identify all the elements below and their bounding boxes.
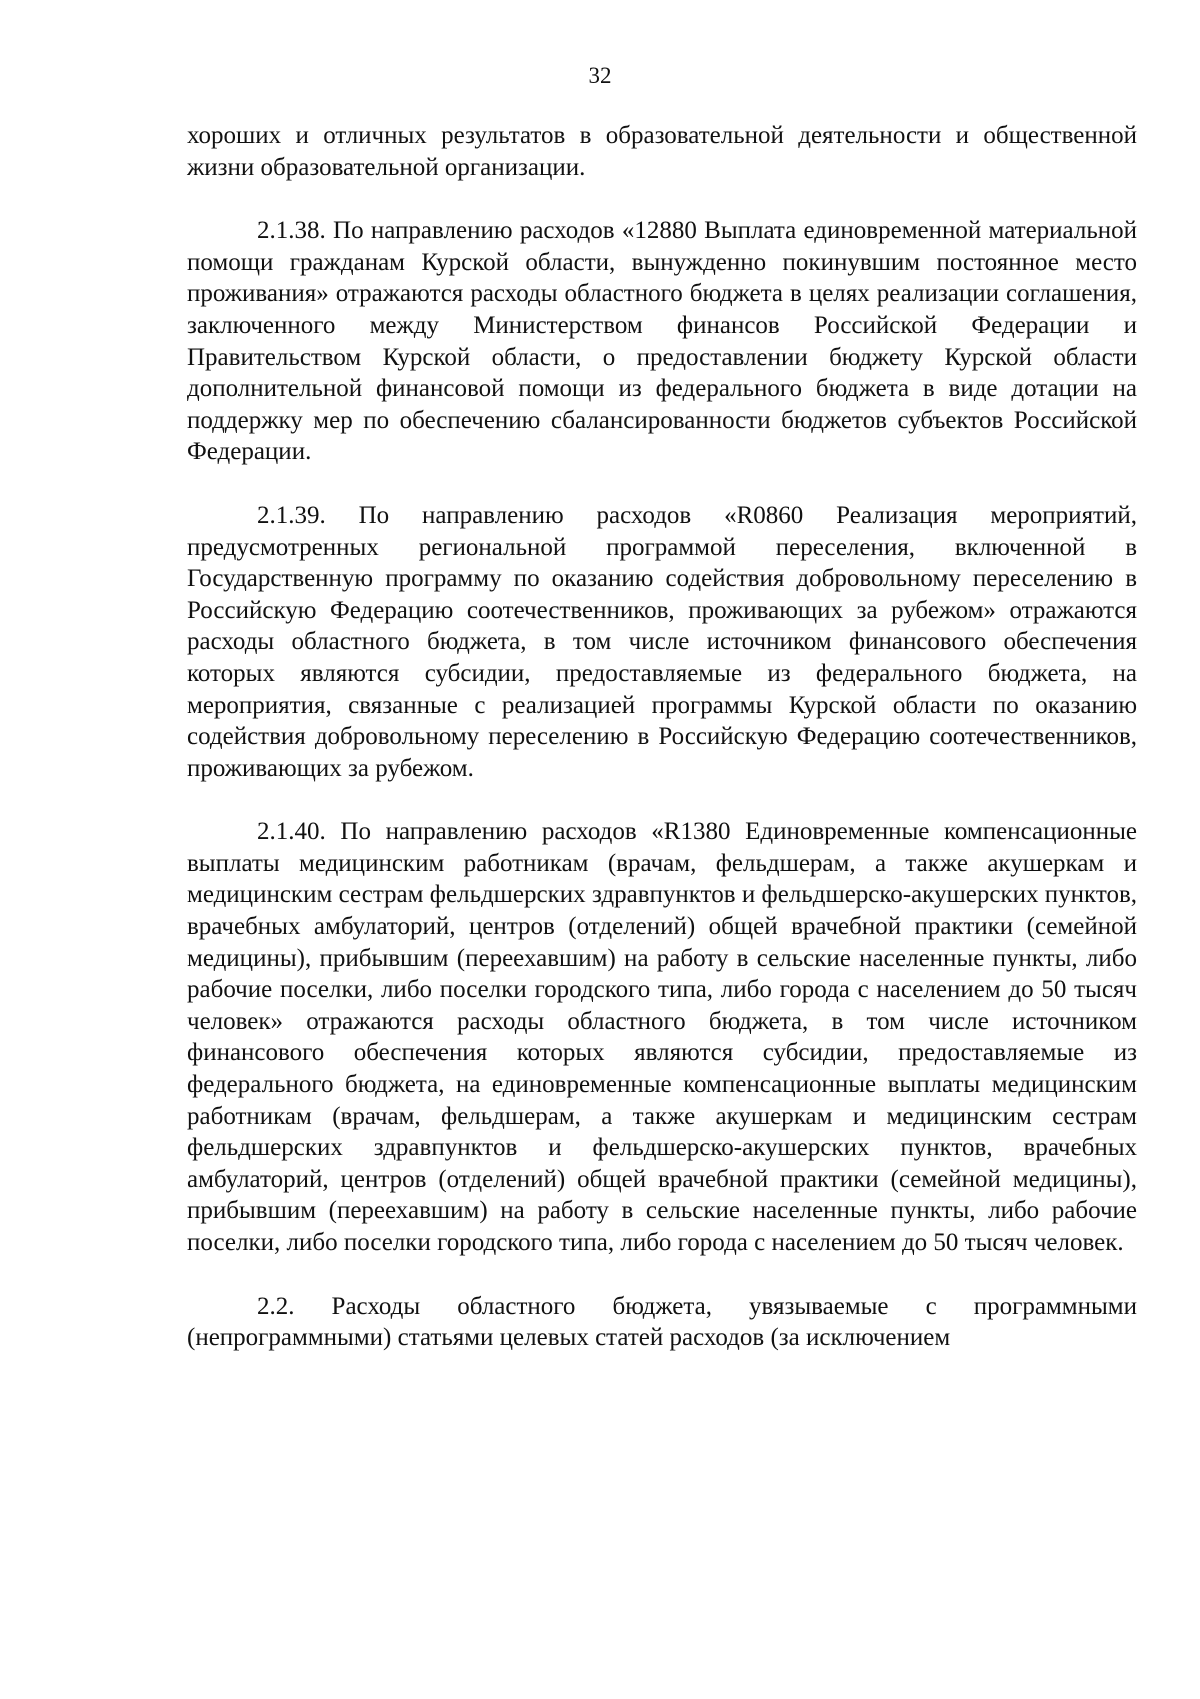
page-number: 32	[588, 63, 612, 88]
paragraph-2-1-40: 2.1.40. По направлению расходов «R1380 Единовременные компенсационные выплаты медицинским работникам (врачам, фельдшерам, а также акушеркам и медицинским сестрам фельдшерских здравпунктов и фельдшерско-акушерских пунктов, врачебных амбулаторий, центров (отделений) общей врачебной практики (семейной медицины), прибывшим (переехавшим) на работу в сельские населенные пункты, либо рабочие поселки, либо поселки городского типа, либо города с населением до 50 тысяч человек» отражаются расходы областного бюджета, в том числе источником финансового обеспечения которых являются субсидии, предоставляемые из федерального бюджета, на единовременные компенсационные выплаты медицинским работникам (врачам, фельдшерам, а также акушеркам и медицинским сестрам фельдшерских здравпунктов и фельдшерско-акушерских пунктов, врачебных амбулаторий, центров (отделений) общей врачебной практики (семейной медицины), прибывшим (переехавшим) на работу в сельские населенные пункты, либо рабочие поселки, либо поселки городского типа, либо города с населением до 50 тысяч человек.	[187, 818, 1137, 1256]
paragraph-2-1-39: 2.1.39. По направлению расходов «R0860 Реализация мероприятий, предусмотренных региональной программой переселения, включенной в Государственную программу по оказанию содействия добровольному переселению в Российскую Федерацию соотечественников, проживающих за рубежом» отражаются расходы областного бюджета, в том числе источником финансового обеспечения которых являются субсидии, предоставляемые из федерального бюджета, на мероприятия, связанные с реализацией программы Курской области по оказанию содействия добровольному переселению в Российскую Федерацию соотечественников, проживающих за рубежом.	[187, 501, 1137, 782]
paragraph-2-2: 2.2. Расходы областного бюджета, увязываемые с программными (непрограммными) статьями целевых статей расходов (за исключением	[187, 1292, 1137, 1352]
document-body	[187, 120, 1137, 1354]
paragraph-2-1-38: 2.1.38. По направлению расходов «12880 Выплата единовременной материальной помощи гражданам Курской области, вынужденно покинувшим постоянное место проживания» отражаются расходы областного бюджета в целях реализации соглашения, заключенного между Министерством финансов Российской Федерации и Правительством Курской области, о предоставлении бюджету Курской области дополнительной финансовой помощи из федерального бюджета в виде дотации на поддержку мер по обеспечению сбалансированности бюджетов субъектов Российской Федерации.	[187, 217, 1137, 466]
paragraph-continuation: хороших и отличных результатов в образовательной деятельности и общественной жизни образовательной организации.	[187, 122, 1137, 181]
